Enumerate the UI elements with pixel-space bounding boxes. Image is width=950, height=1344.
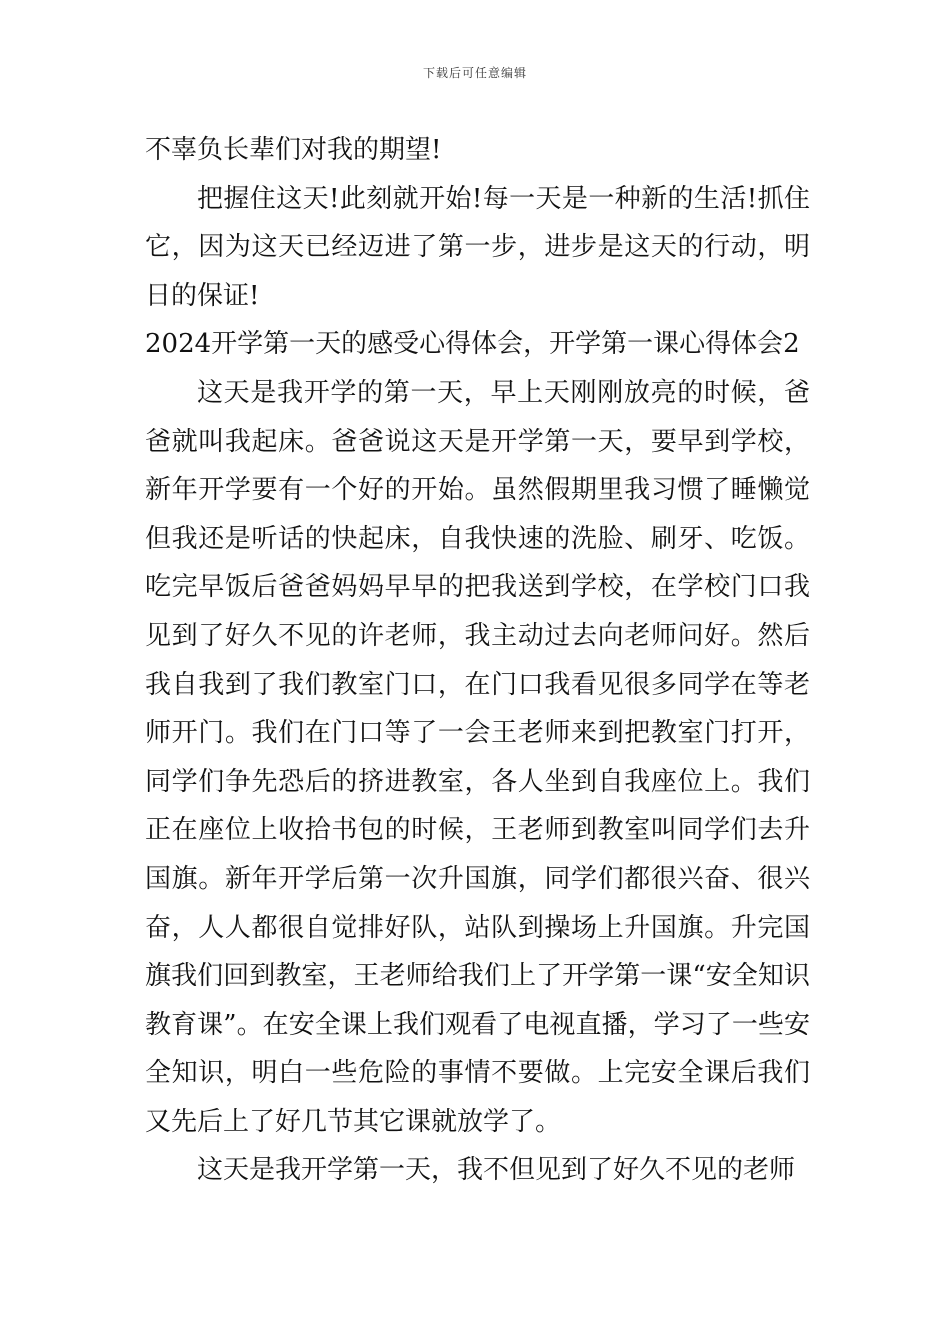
paragraph: 这天是我开学第一天，我不但见到了好久不见的老师 xyxy=(197,1155,796,1186)
document-body xyxy=(145,126,810,1195)
paragraph-continuation: 不辜负长辈们对我的期望! xyxy=(145,135,442,165)
section-heading: 2024开学第一天的感受心得体会，开学第一课心得体会2 xyxy=(145,329,800,360)
page-header-note: 下载后可任意编辑 xyxy=(422,66,527,80)
paragraph: 这天是我开学的第一天，早上天刚刚放亮的时候，爸爸就叫我起床。爸爸说这天是开学第一天，要早到学校，新年开学要有一个好的开始。虽然假期里我习惯了睡懒觉但我还是听话的快起床，自我快速的洗脸、刷牙、吃饭。吃完早饭后爸爸妈妈早早的把我送到学校，在学校门口我见到了好久不见的许老师，我主动过去向老师问好。然后我自我到了我们教室门口，在门口我看见很多同学在等老师开门。我们在门口等了一会王老师来到把教室门打开，同学们争先恐后的挤进教室，各人坐到自我座位上。我们正在座位上收拾书包的时候，王老师到教室叫同学们去升国旗。新年开学后第一次升国旗，同学们都很兴奋、很兴奋，人人都很自觉排好队，站队到操场上升国旗。升完国旗我们回到教室，王老师给我们上了开学第一课“安全知识教育课”。在安全课上我们观看了电视直播，学习了一些安全知识，明白一些危险的事情不要做。上完安全课后我们又先后上了好几节其它课就放学了。 xyxy=(145,377,810,1137)
paragraph: 把握住这天!此刻就开始!每一天是一种新的生活!抓住它，因为这天已经迈进了第一步，进步是这天的行动，明日的保证! xyxy=(145,183,810,311)
